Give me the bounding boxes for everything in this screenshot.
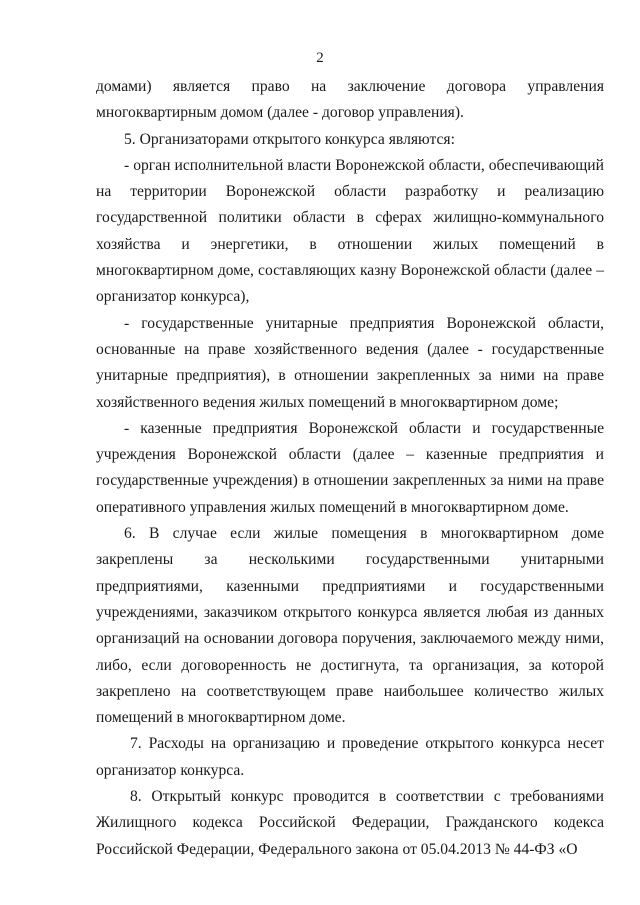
paragraph-organizer-executive: - орган исполнительной власти Воронежской области, обеспечивающий на территории Воронежской области разработку и реализацию государственной политики области в сферах жилищно-коммунального хозяйства и энергетики, в отношении жилых помещений в многоквартирном доме, составляющих казну Воронежской области (далее – организатор конкурса),: [96, 156, 604, 306]
paragraph-organizer-unitary: - государственные унитарные предприятия Воронежской области, основанные на праве хозяйственного ведения (далее - государственные унитарные предприятия), в отношении закрепленных за ними на праве хозяйственного ведения жилых помещений в многоквартирном доме;: [96, 314, 604, 411]
paragraph-continuation: домами) является право на заключение договора управления многоквартирным домом (далее - договор управления).: [96, 78, 604, 122]
paragraph-organizer-state-owned: - казенные предприятия Воронежской области и государственные учреждения Воронежской области (далее – казенные предприятия и государственные учреждения) в отношении закрепленных за ними на праве оперативного управления жилых помещений в многоквартирном доме.: [96, 419, 604, 516]
paragraph-item-7: 7. Расходы на организацию и проведение открытого конкурса несет организатор конкурса.: [96, 735, 604, 779]
paragraph-item-5: 5. Организаторами открытого конкурса являются:: [124, 130, 455, 148]
paragraph-item-6: 6. В случае если жилые помещения в многоквартирном доме закреплены за несколькими государственными унитарными предприятиями, казенными предприятиями и государственными учреждениями, заказчиком открытого конкурса является любая из данных организаций на основании договора поручения, заключаемого между ними, либо, если договоренность не достигнута, та организация, за которой закреплено на соответствующем праве наибольшее количество жилых помещений в многоквартирном доме.: [96, 525, 604, 727]
page-number: 2: [316, 50, 324, 66]
paragraph-item-8: 8. Открытый конкурс проводится в соответствии с требованиями Жилищного кодекса Российской Федерации, Гражданского кодекса Российской Федерации, Федерального закона от 05.04.2013 № 44-ФЗ «О: [96, 788, 604, 858]
document-body: [96, 74, 604, 863]
